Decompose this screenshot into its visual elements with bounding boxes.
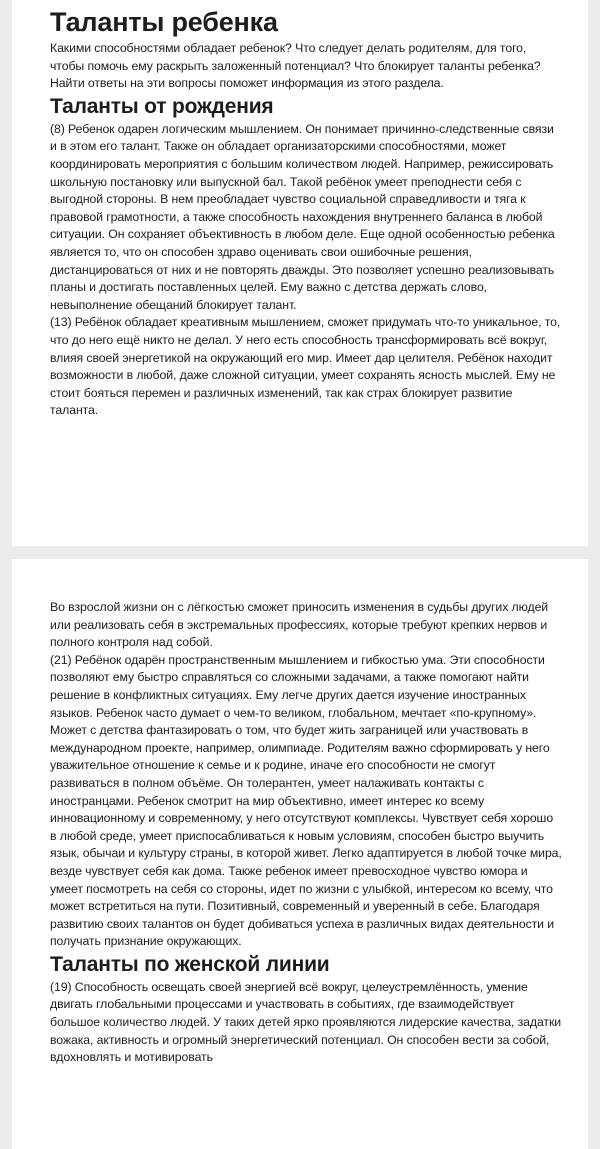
page-2-content [50,599,562,1067]
intro-paragraph: Какими способностями обладает ребенок? Что следует делать родителям, для того, чтобы помочь ему раскрыть заложенный потенциал? Что блокирует таланты ребенка? Найти ответы на эти вопросы поможет информация из этого раздела. [50,41,541,91]
document-page-1 [12,0,588,546]
paragraph-talent-19: (19) Способность освещать своей энергией всё вокруг, целеустремлённость, умение двигать глобальными процессами и участвовать в событиях, где взаимодействует большое количество людей. У таких детей ярко проявляются лидерские качества, задатки вожака, активность и огромный энергетический потенциал. Он способен вести за собой, вдохновлять и мотивировать [50,979,561,1065]
paragraph-talent-13: (13) Ребёнок обладает креативным мышлением, сможет придумать что-то уникальное, то, что до него ещё никто не делал. У него есть способность трансформировать всё вокруг, влияя своей энергетикой на окружающий его мир. Имеет дар целителя. Ребёнок находит возможности в любой, даже сложной ситуации, умеет сохранять ясность мыслей. Ему не стоит бояться перемен и различных изменений, так как страх блокирует развитие таланта. [50,315,561,418]
page-title: Таланты ребенка [50,7,278,37]
paragraph-talent-13-continued: Во взрослой жизни он с лёгкостью сможет приносить изменения в судьбы других людей или реализовать себя в экстремальных профессиях, которые требуют крепких нервов и полного контроля над собой. [50,600,549,650]
paragraph-talent-21: (21) Ребёнок одарён пространственным мышлением и гибкостью ума. Эти способности позволяют ему быстро справляться со сложными задачами, а также помогают найти решение в конфликтных ситуациях. Ему легче других дается изучение иностранных языков. Ребенок часто думает о чем-то великом, глобальном, мечтает «по-крупному». Может с детства фантазировать о том, что будет жить заграницей или участвовать в международном проекте, например, олимпиаде. Родителям важно сформировать у него уважительное отношение к семье и к родине, иначе его способности не смогут развиваться в полном объёме. Он толерантен, умеет налаживать контакты с иностранцами. Ребенок смотрит на мир объективно, имеет интерес ко всему инновационному и современному, у него отсутствуют комплексы. Чувствует себя хорошо в любой среде, умеет приспосабливаться к новым условиям, способен быстро выучить язык, обычаи и культуру страны, в которой живет. Легко адаптируется в любой точке мира, везде чувствует себя как дома. Также ребенок имеет превосходное чувство юмора и умеет посмотреть на себя со стороны, идет по жизни с улыбкой, интересом ко всему, что может встретиться на пути. Позитивный, современный и уверенный в себе. Благодаря развитию своих талантов он будет добиваться успеха в различных видах деятельности и получать признание окружающих. [50,652,562,949]
section-heading-birth-talents: Таланты от рождения [50,94,274,118]
paragraph-talent-8: (8) Ребенок одарен логическим мышлением. Он понимает причинно-следственные связи и в этом его талант. Также он обладает организаторскими способностями, может координировать мероприятия с большим количеством людей. Например, режиссировать школьную постановку или выпускной бал. Такой ребёнок умеет преподнести себя с выгодной стороны. В нем преобладает чувство социальной справедливости и тяга к правовой грамотности, а также способность нахождения внутреннего баланса в любой ситуации. Он сохраняет объективность в любом деле. Еще одной особенностью ребенка является то, что он способен здраво оценивать свои ошибочные решения, дистанцироваться от них и не повторять дважды. Это позволяет успешно реализовывать планы и достигать поставленных целей. Ему важно с детства держать слово, невыполнение обещаний блокирует талант. [50,121,555,312]
section-heading-female-line: Таланты по женской линии [50,952,330,976]
page-1-content [50,4,562,420]
document-page-2 [12,559,588,1149]
